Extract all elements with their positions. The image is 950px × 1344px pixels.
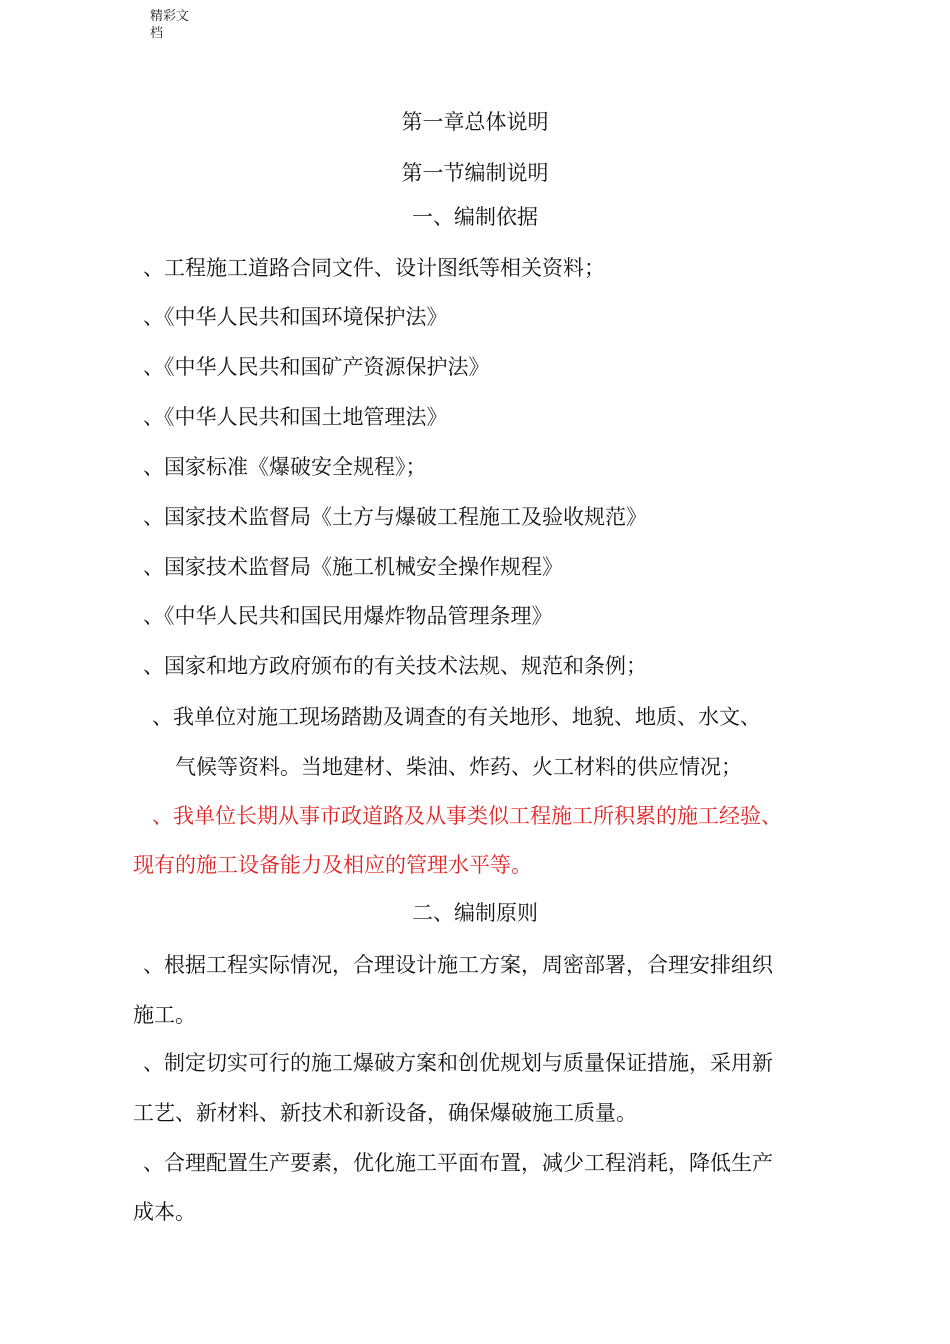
basis-item-11-line-2: 现有的施工设备能力及相应的管理水平等。: [133, 853, 532, 877]
basis-item-5: 、国家标准《爆破安全规程》；: [143, 455, 427, 479]
basis-item-8: 、《中华人民共和国民用爆炸物品管理条理》: [143, 604, 553, 628]
section-title: 第一节编制说明: [401, 161, 549, 185]
basis-item-3: 、《中华人民共和国矿产资源保护法》: [143, 355, 490, 379]
principle-2-line-2: 工艺、新材料、新技术和新设备，确保爆破施工质量。: [133, 1101, 637, 1125]
basis-item-10-line-2: 气候等资料。当地建材、柴油、炸药、火工材料的供应情况；: [175, 755, 742, 779]
basis-item-1: 、工程施工道路合同文件、设计图纸等相关资料；: [143, 256, 605, 280]
principle-2-line-1: 、制定切实可行的施工爆破方案和创优规划与质量保证措施，采用新: [143, 1051, 773, 1075]
basis-item-11-line-1: 、我单位长期从事市政道路及从事类似工程施工所积累的施工经验、: [152, 804, 782, 828]
header-watermark: 精彩文档: [150, 9, 190, 41]
basis-item-6: 、国家技术监督局《土方与爆破工程施工及验收规范》: [143, 505, 647, 529]
basis-item-2: 、《中华人民共和国环境保护法》: [143, 305, 448, 329]
principle-1-line-2: 施工。: [133, 1003, 196, 1027]
principle-1-line-1: 、根据工程实际情况，合理设计施工方案，周密部署，合理安排组织: [143, 953, 773, 977]
basis-item-4: 、《中华人民共和国土地管理法》: [143, 405, 448, 429]
principles-heading: 二、编制原则: [412, 901, 538, 925]
basis-item-9: 、国家和地方政府颁布的有关技术法规、规范和条例；: [143, 654, 647, 678]
chapter-title: 第一章总体说明: [401, 110, 549, 134]
basis-item-7: 、国家技术监督局《施工机械安全操作规程》: [143, 555, 563, 579]
basis-item-10-line-1: 、我单位对施工现场踏勘及调查的有关地形、地貌、地质、水文、: [152, 705, 761, 729]
basis-heading: 一、编制依据: [412, 205, 538, 229]
principle-3-line-2: 成本。: [133, 1200, 196, 1224]
principle-3-line-1: 、合理配置生产要素，优化施工平面布置，减少工程消耗，降低生产: [143, 1151, 773, 1175]
